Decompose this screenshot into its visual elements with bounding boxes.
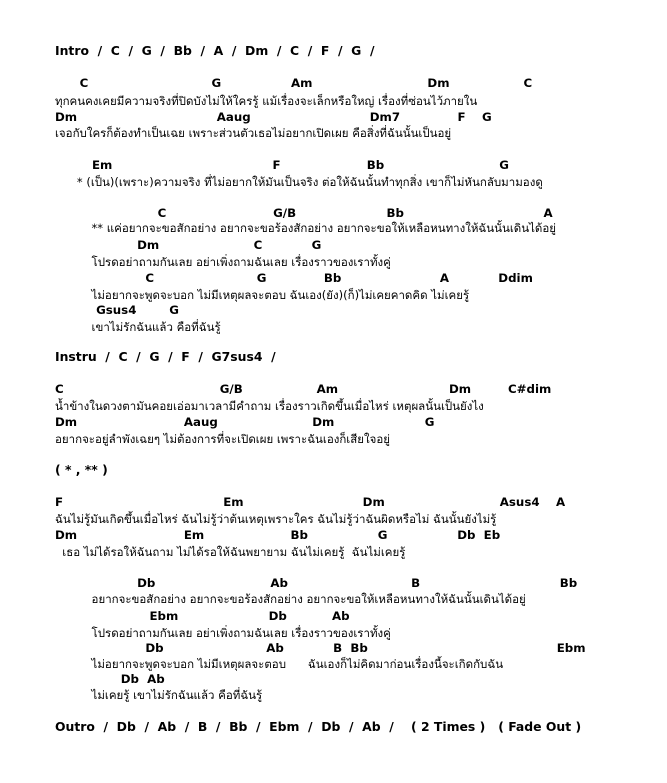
lyric-line-29: โปรดอย่าถามกันเลย อย่าเพิ่งถามฉันเลย เรื่องราวของเราทั้งคู่ <box>55 626 391 640</box>
lyric-line-5: เจอกับใครก็ต้องทำเป็นเฉย เพราะส่วนตัวเธอไม่อยากเปิดเผย คือสิ่งที่ฉันนั้นเป็นอยู่ <box>55 126 452 140</box>
chord-line-24: Dm Em Bb G Db Eb <box>55 528 501 542</box>
chord-line-8: C G/B Bb A <box>55 206 553 220</box>
chord-line-28: Ebm Db Ab <box>55 609 350 623</box>
chord-line-2: C G Am Dm C <box>55 76 533 90</box>
chord-line-22: F Em Dm Asus4 A <box>55 495 566 509</box>
lyric-line-33: ไม่เคยรู้ เขาไม่รักฉันแล้ว คือที่ฉันรู้ <box>55 688 263 702</box>
chord-line-6: Em F Bb G <box>55 158 509 172</box>
lyric-line-11: โปรดอย่าถามกันเลย อย่าเพิ่งถามฉันเลย เรื่องราวของเราทั้งคู่ <box>55 255 391 269</box>
chord-line-14: Gsus4 G <box>55 303 179 317</box>
chord-line-32: Db Ab <box>55 672 165 686</box>
lyric-line-27: อยากจะขอสักอย่าง อยากจะขอร้องสักอย่าง อยากจะขอให้เหลือหนทางให้ฉันนั้นเดินได้อยู่ <box>55 592 526 606</box>
lyric-line-9: ** แค่อยากจะขอสักอย่าง อยากจะขอร้องสักอย่าง อยากจะขอให้เหลือหนทางให้ฉันนั้นเดินได้อยู่ <box>55 221 556 235</box>
lyric-line-3: ทุกคนคงเคยมีความจริงที่ปิดบังไม่ให้ใครรู้ แม้เรื่องจะเล็กหรือใหญ่ เรื่องที่ซ่อนไว้ภายใน <box>55 94 478 108</box>
chord-line-4: Dm Aaug Dm7 F G <box>55 110 492 124</box>
chord-line-12: C G Bb A Ddim <box>55 271 533 285</box>
section-line-34: Outro / Db / Ab / B / Bb / Ebm / Db / Ab / ( 2 Times ) ( Fade Out ) <box>55 719 582 734</box>
lyric-line-15: เขาไม่รักฉันแล้ว คือที่ฉันรู้ <box>55 320 221 334</box>
chord-line-26: Db Ab B Bb <box>55 576 578 590</box>
section-line-21: ( * , ** ) <box>55 462 108 477</box>
section-line-16: Instru / C / G / F / G7sus4 / <box>55 349 276 364</box>
chord-line-10: Dm C G <box>55 238 322 252</box>
lyric-line-23: ฉันไม่รู้มันเกิดขึ้นเมื่อไหร่ ฉันไม่รู้ว่าต้นเหตุเพราะใคร ฉันไม่รู้ว่าฉันผิดหรือไม่ ฉันนั้นยังไม่รู้ <box>55 512 497 526</box>
chord-line-30: Db Ab B Bb Ebm <box>55 641 586 655</box>
lyric-line-31: ไม่อยากจะพูดจะบอก ไม่มีเหตุผลจะตอบ ฉันเองก็ไม่คิดมาก่อนเรื่องนี้จะเกิดกับฉัน <box>55 657 504 671</box>
lyric-line-13: ไม่อยากจะพูดจะบอก ไม่มีเหตุผลจะตอบ ฉันเอง(ยัง)(ก็)ไม่เคยคาดคิด ไม่เคยรู้ <box>55 288 470 302</box>
lyric-line-25: เธอ ไม่ได้รอให้ฉันถาม ไม่ได้รอให้ฉันพยายาม ฉันไม่เคยรู้ ฉันไม่เคยรู้ <box>55 545 406 559</box>
lyric-line-7: * (เป็น)(เพราะ)ความจริง ที่ไม่อยากให้มันเป็นจริง ต่อให้ฉันนั้นทำทุกสิ่ง เขาก็ไม่หันกลับมามองดู <box>55 175 543 189</box>
chord-line-19: Dm Aaug Dm G <box>55 415 435 429</box>
chord-line-17: C G/B Am Dm C#dim <box>55 382 552 396</box>
lyric-line-18: น้ำข้างในดวงตามันคอยเอ่อมาเวลามีคำถาม เรื่องราวเกิดขึ้นเมื่อไหร่ เหตุผลนั้นเป็นยังไง <box>55 399 484 413</box>
section-line-1: Intro / C / G / Bb / A / Dm / C / F / G / <box>55 43 375 58</box>
lyric-line-20: อยากจะอยู่ลำพังเฉยๆ ไม่ต้องการที่จะเปิดเผย เพราะฉันเองก็เสียใจอยู่ <box>55 432 390 446</box>
